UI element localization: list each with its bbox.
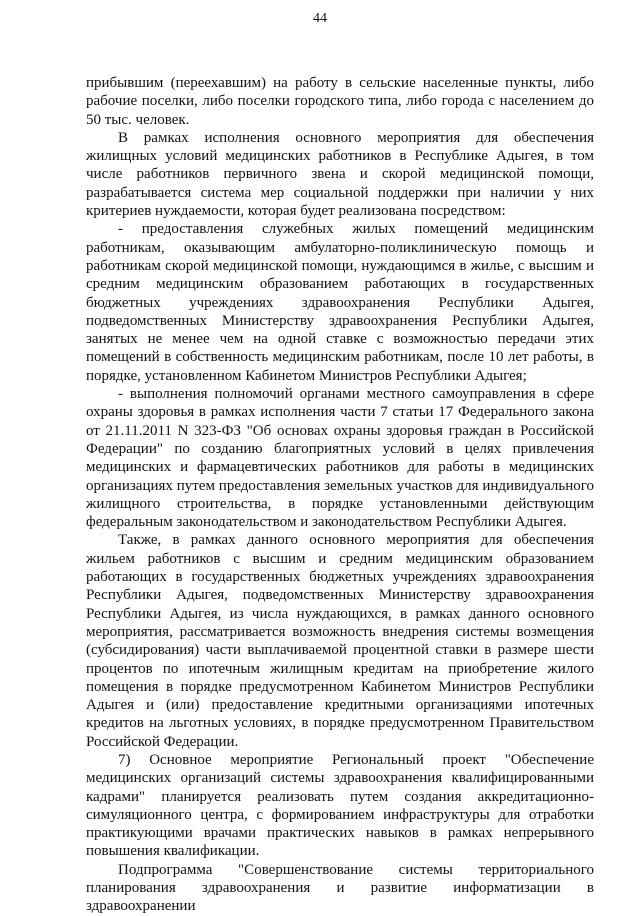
paragraph-land-plots: - выполнения полномочий органами местного самоуправления в сфере охраны здоровья в рамках исполнения части 7 статьи 17 Федерального закона от 21.11.2011 N 323-ФЗ "Об основах охраны здоровья граждан в Российской Федерации" по созданию благоприятных условий в целях привлечения медицинских и фармацевтических работников для работы в медицинских организациях путем предоставления земельных участков для индивидуального жилищного строительства, в порядке установленными действующим федеральным законодательством и законодательством Республики Адыгея. — [86, 386, 594, 531]
page-number: 44 — [313, 11, 327, 26]
paragraph-subprogram: Подпрограмма "Совершенствование системы территориального планирования здравоохранения и развитие информатизации в здравоохранении — [86, 861, 594, 915]
document-body — [86, 74, 594, 916]
paragraph-housing-measures-intro: В рамках исполнения основного мероприятия для обеспечения жилищных условий медицинских работников в Республике Адыгея, в том числе работников первичного звена и скорой медицинской помощи, разрабатывается система мер социальной поддержки при наличии у них критериев нуждаемости, которая будет реализована посредством: — [86, 129, 594, 220]
paragraph-mortgage-subsidy: Также, в рамках данного основного мероприятия для обеспечения жильем работников с высшим и средним медицинским образованием работающих в государственных бюджетных учреждениях здравоохранения Республики Адыгея, подведомственных Министерству здравоохранения Республики Адыгея, из числа нуждающихся, в рамках данного основного мероприятия, рассматривается возможность внедрения системы возмещения (субсидирования) части выплачиваемой процентной ставки в размере шести процентов по ипотечным жилищным кредитам на приобретение жилого помещения в порядке предусмотренном Кабинетом Министров Республики Адыгея и (или) предоставление кредитными организациями ипотечных кредитов на льготных условиях, в порядке предусмотренном Правительством Российской Федерации. — [86, 532, 594, 750]
paragraph-continuation: прибывшим (переехавшим) на работу в сельские населенные пункты, либо рабочие поселки, либо поселки городского типа, либо города с населением до 50 тыс. человек. — [86, 75, 594, 128]
paragraph-service-housing: - предоставления служебных жилых помещений медицинским работникам, оказывающим амбулаторно-поликлиническую помощь и работникам скорой медицинской помощи, нуждающимся в жилье, с высшим и средним медицинским образованием работающих в государственных бюджетных учреждениях здравоохранения Республики Адыгея, подведомственных Министерству здравоохранения Республики Адыгея, занятых не менее чем на одной ставке с возможностью передачи этих помещений в собственность медицинским работникам, после 10 лет работы, в порядке, установленном Кабинетом Министров Республики Адыгея; — [86, 221, 594, 384]
paragraph-regional-project: 7) Основное мероприятие Региональный проект "Обеспечение медицинских организаций системы здравоохранения квалифицированными кадрами" планируется реализовать путем создания аккредитационно-симуляционного центра, с формированием инфраструктуры для отработки практикующими врачами практических навыков в рамках непрерывного повышения квалификации. — [86, 751, 594, 860]
